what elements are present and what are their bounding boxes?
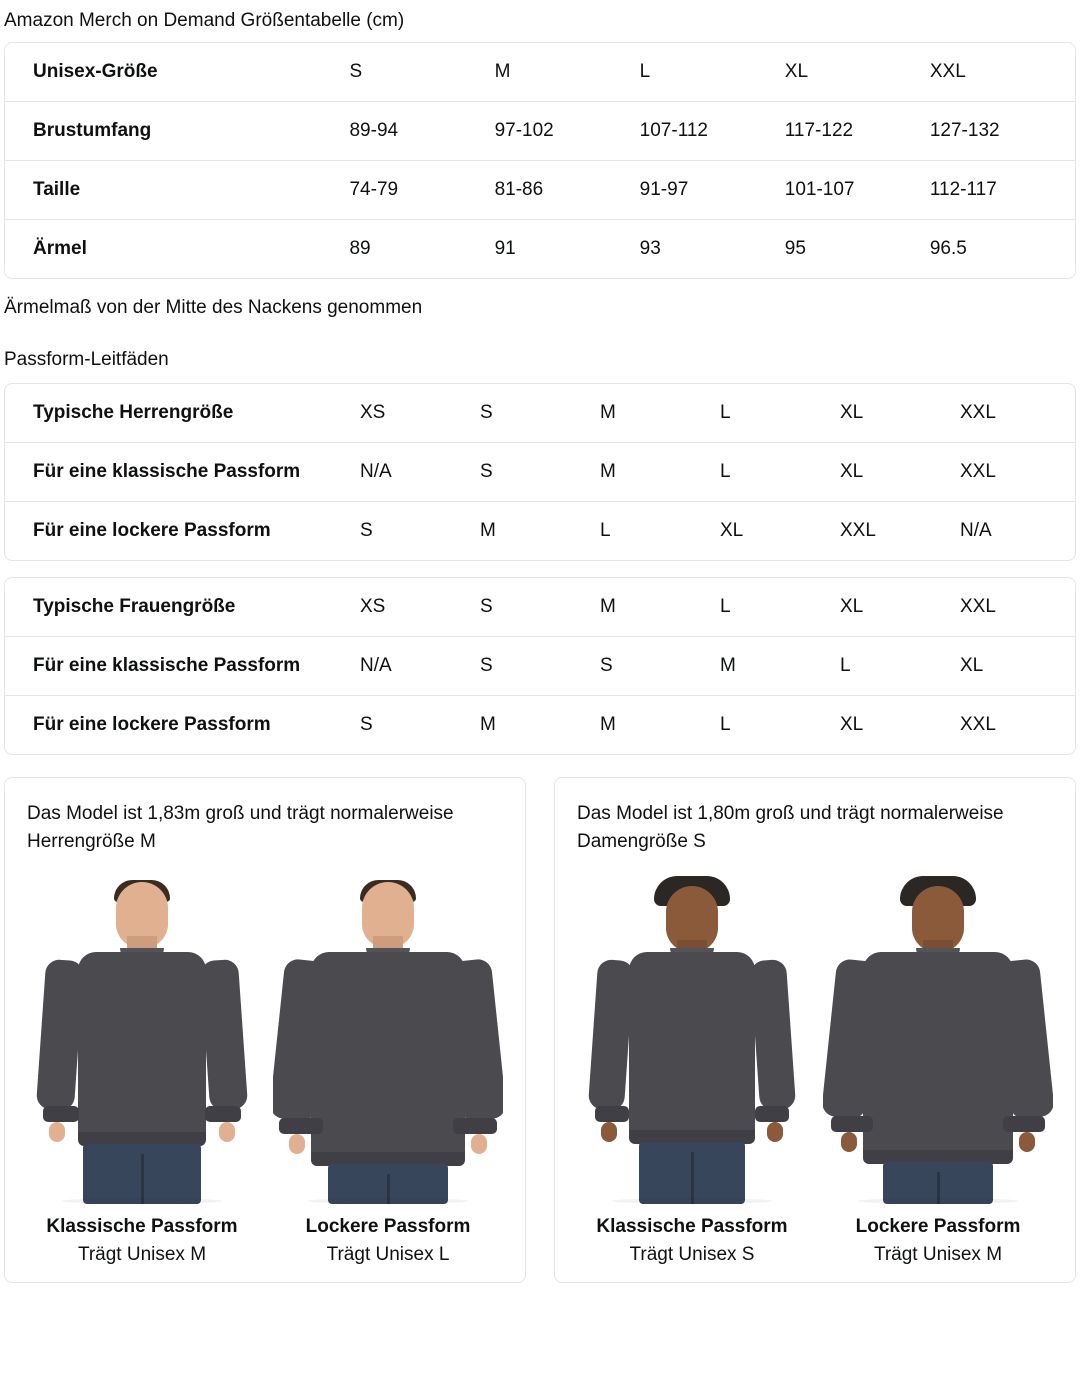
model-photo-classic-male xyxy=(27,874,257,1204)
row-label: Für eine lockere Passform xyxy=(5,502,360,561)
cell: 95 xyxy=(785,220,930,279)
cell: 89-94 xyxy=(349,102,494,161)
table-row xyxy=(5,384,1076,443)
womens-fit-table-body xyxy=(5,578,1076,754)
table-row xyxy=(5,102,1075,161)
fit-wears: Trägt Unisex M xyxy=(873,1244,1003,1265)
table-row xyxy=(5,161,1075,220)
table-row xyxy=(5,43,1075,102)
cell: 91-97 xyxy=(640,161,785,220)
fit-name: Lockere Passform xyxy=(855,1216,1021,1237)
table-row xyxy=(5,578,1076,637)
model-photo-classic-female xyxy=(577,874,807,1204)
fit-wears: Trägt Unisex M xyxy=(77,1244,207,1265)
cell: N/A xyxy=(360,637,480,696)
cell: XL xyxy=(840,596,864,617)
figure-loose-fit-male xyxy=(273,874,503,1266)
cell: M xyxy=(480,696,600,755)
cell: L xyxy=(840,637,960,696)
female-figures xyxy=(577,874,1053,1266)
cell: N/A xyxy=(360,443,480,502)
cell: N/A xyxy=(960,502,1076,561)
cell: L xyxy=(639,61,651,82)
cell: 89 xyxy=(349,220,494,279)
cell: S xyxy=(480,402,493,423)
cell: 74-79 xyxy=(349,161,494,220)
cell: XXL xyxy=(840,502,960,561)
cell: 127-132 xyxy=(930,102,1075,161)
cell: L xyxy=(720,596,731,617)
row-label: Taille xyxy=(5,161,349,220)
row-label: Für eine klassische Passform xyxy=(5,443,360,502)
figure-classic-fit-male xyxy=(27,874,257,1266)
sleeve-measurement-note: Ärmelmaß von der Mitte des Nackens genommen xyxy=(4,297,423,318)
row-label: Typische Herrengröße xyxy=(33,402,234,423)
cell: S xyxy=(480,637,600,696)
cell: S xyxy=(360,696,480,755)
womens-fit-table-card xyxy=(4,577,1076,755)
cell: XL xyxy=(784,61,809,82)
cell: L xyxy=(720,696,840,755)
cell: XXL xyxy=(960,443,1076,502)
cell: XL xyxy=(720,502,840,561)
cell: 96.5 xyxy=(930,220,1075,279)
cell: 81-86 xyxy=(495,161,640,220)
model-photo-loose-male xyxy=(273,874,503,1204)
cell: M xyxy=(494,61,511,82)
cell: M xyxy=(600,596,616,617)
size-table-card xyxy=(4,42,1076,279)
cell: XL xyxy=(840,402,864,423)
size-table-body xyxy=(5,43,1075,278)
cell: S xyxy=(480,596,493,617)
row-label: Für eine lockere Passform xyxy=(5,696,360,755)
page-title: Amazon Merch on Demand Größentabelle (cm) xyxy=(4,10,405,31)
fit-wears: Trägt Unisex S xyxy=(629,1244,755,1265)
model-cards-row xyxy=(4,777,1076,1283)
row-label: Ärmel xyxy=(5,220,349,279)
mens-fit-table-body xyxy=(5,384,1076,560)
fit-name: Lockere Passform xyxy=(305,1216,471,1237)
cell: S xyxy=(349,61,363,82)
row-label: Typische Frauengröße xyxy=(33,596,236,617)
cell: XXL xyxy=(960,696,1076,755)
table-row xyxy=(5,637,1076,696)
mens-fit-table-card xyxy=(4,383,1076,561)
figure-classic-fit-female xyxy=(577,874,807,1266)
cell: XXL xyxy=(960,402,996,423)
fit-name: Klassische Passform xyxy=(596,1216,788,1237)
cell: XL xyxy=(960,637,1076,696)
cell: M xyxy=(720,637,840,696)
fit-wears: Trägt Unisex L xyxy=(326,1244,450,1265)
fit-guides-label: Passform-Leitfäden xyxy=(4,349,169,370)
cell: 112-117 xyxy=(930,161,1075,220)
mens-fit-table xyxy=(5,384,1076,560)
cell: XS xyxy=(360,596,386,617)
table-row xyxy=(5,443,1076,502)
cell: 117-122 xyxy=(785,102,930,161)
cell: L xyxy=(600,502,720,561)
cell: 101-107 xyxy=(785,161,930,220)
male-figures xyxy=(27,874,503,1266)
female-model-card xyxy=(554,777,1076,1283)
table-row xyxy=(5,696,1076,755)
cell: M xyxy=(600,402,616,423)
row-label: Für eine klassische Passform xyxy=(5,637,360,696)
womens-fit-table xyxy=(5,578,1076,754)
cell: XXL xyxy=(960,596,996,617)
cell: S xyxy=(600,637,720,696)
fit-name: Klassische Passform xyxy=(46,1216,238,1237)
cell: XL xyxy=(840,696,960,755)
cell: 107-112 xyxy=(640,102,785,161)
cell: XL xyxy=(840,443,960,502)
cell: L xyxy=(720,402,731,423)
table-row xyxy=(5,220,1075,279)
cell: M xyxy=(480,502,600,561)
cell: XS xyxy=(360,402,386,423)
model-caption: Das Model ist 1,83m groß und trägt normalerweise Herrengröße M xyxy=(27,803,454,852)
size-table xyxy=(5,43,1075,278)
table-row xyxy=(5,502,1076,561)
cell: L xyxy=(720,443,840,502)
cell: XXL xyxy=(929,61,966,82)
cell: 91 xyxy=(495,220,640,279)
figure-loose-fit-female xyxy=(823,874,1053,1266)
cell: M xyxy=(600,696,720,755)
cell: S xyxy=(480,443,600,502)
cell: M xyxy=(600,443,720,502)
table-spacer xyxy=(0,561,1080,577)
row-label: Unisex-Größe xyxy=(33,61,158,82)
row-label: Brustumfang xyxy=(5,102,349,161)
cell: 93 xyxy=(640,220,785,279)
cell: S xyxy=(360,502,480,561)
model-caption: Das Model ist 1,80m groß und trägt normalerweise Damengröße S xyxy=(577,803,1004,852)
model-photo-loose-female xyxy=(823,874,1053,1204)
male-model-card xyxy=(4,777,526,1283)
cell: 97-102 xyxy=(495,102,640,161)
